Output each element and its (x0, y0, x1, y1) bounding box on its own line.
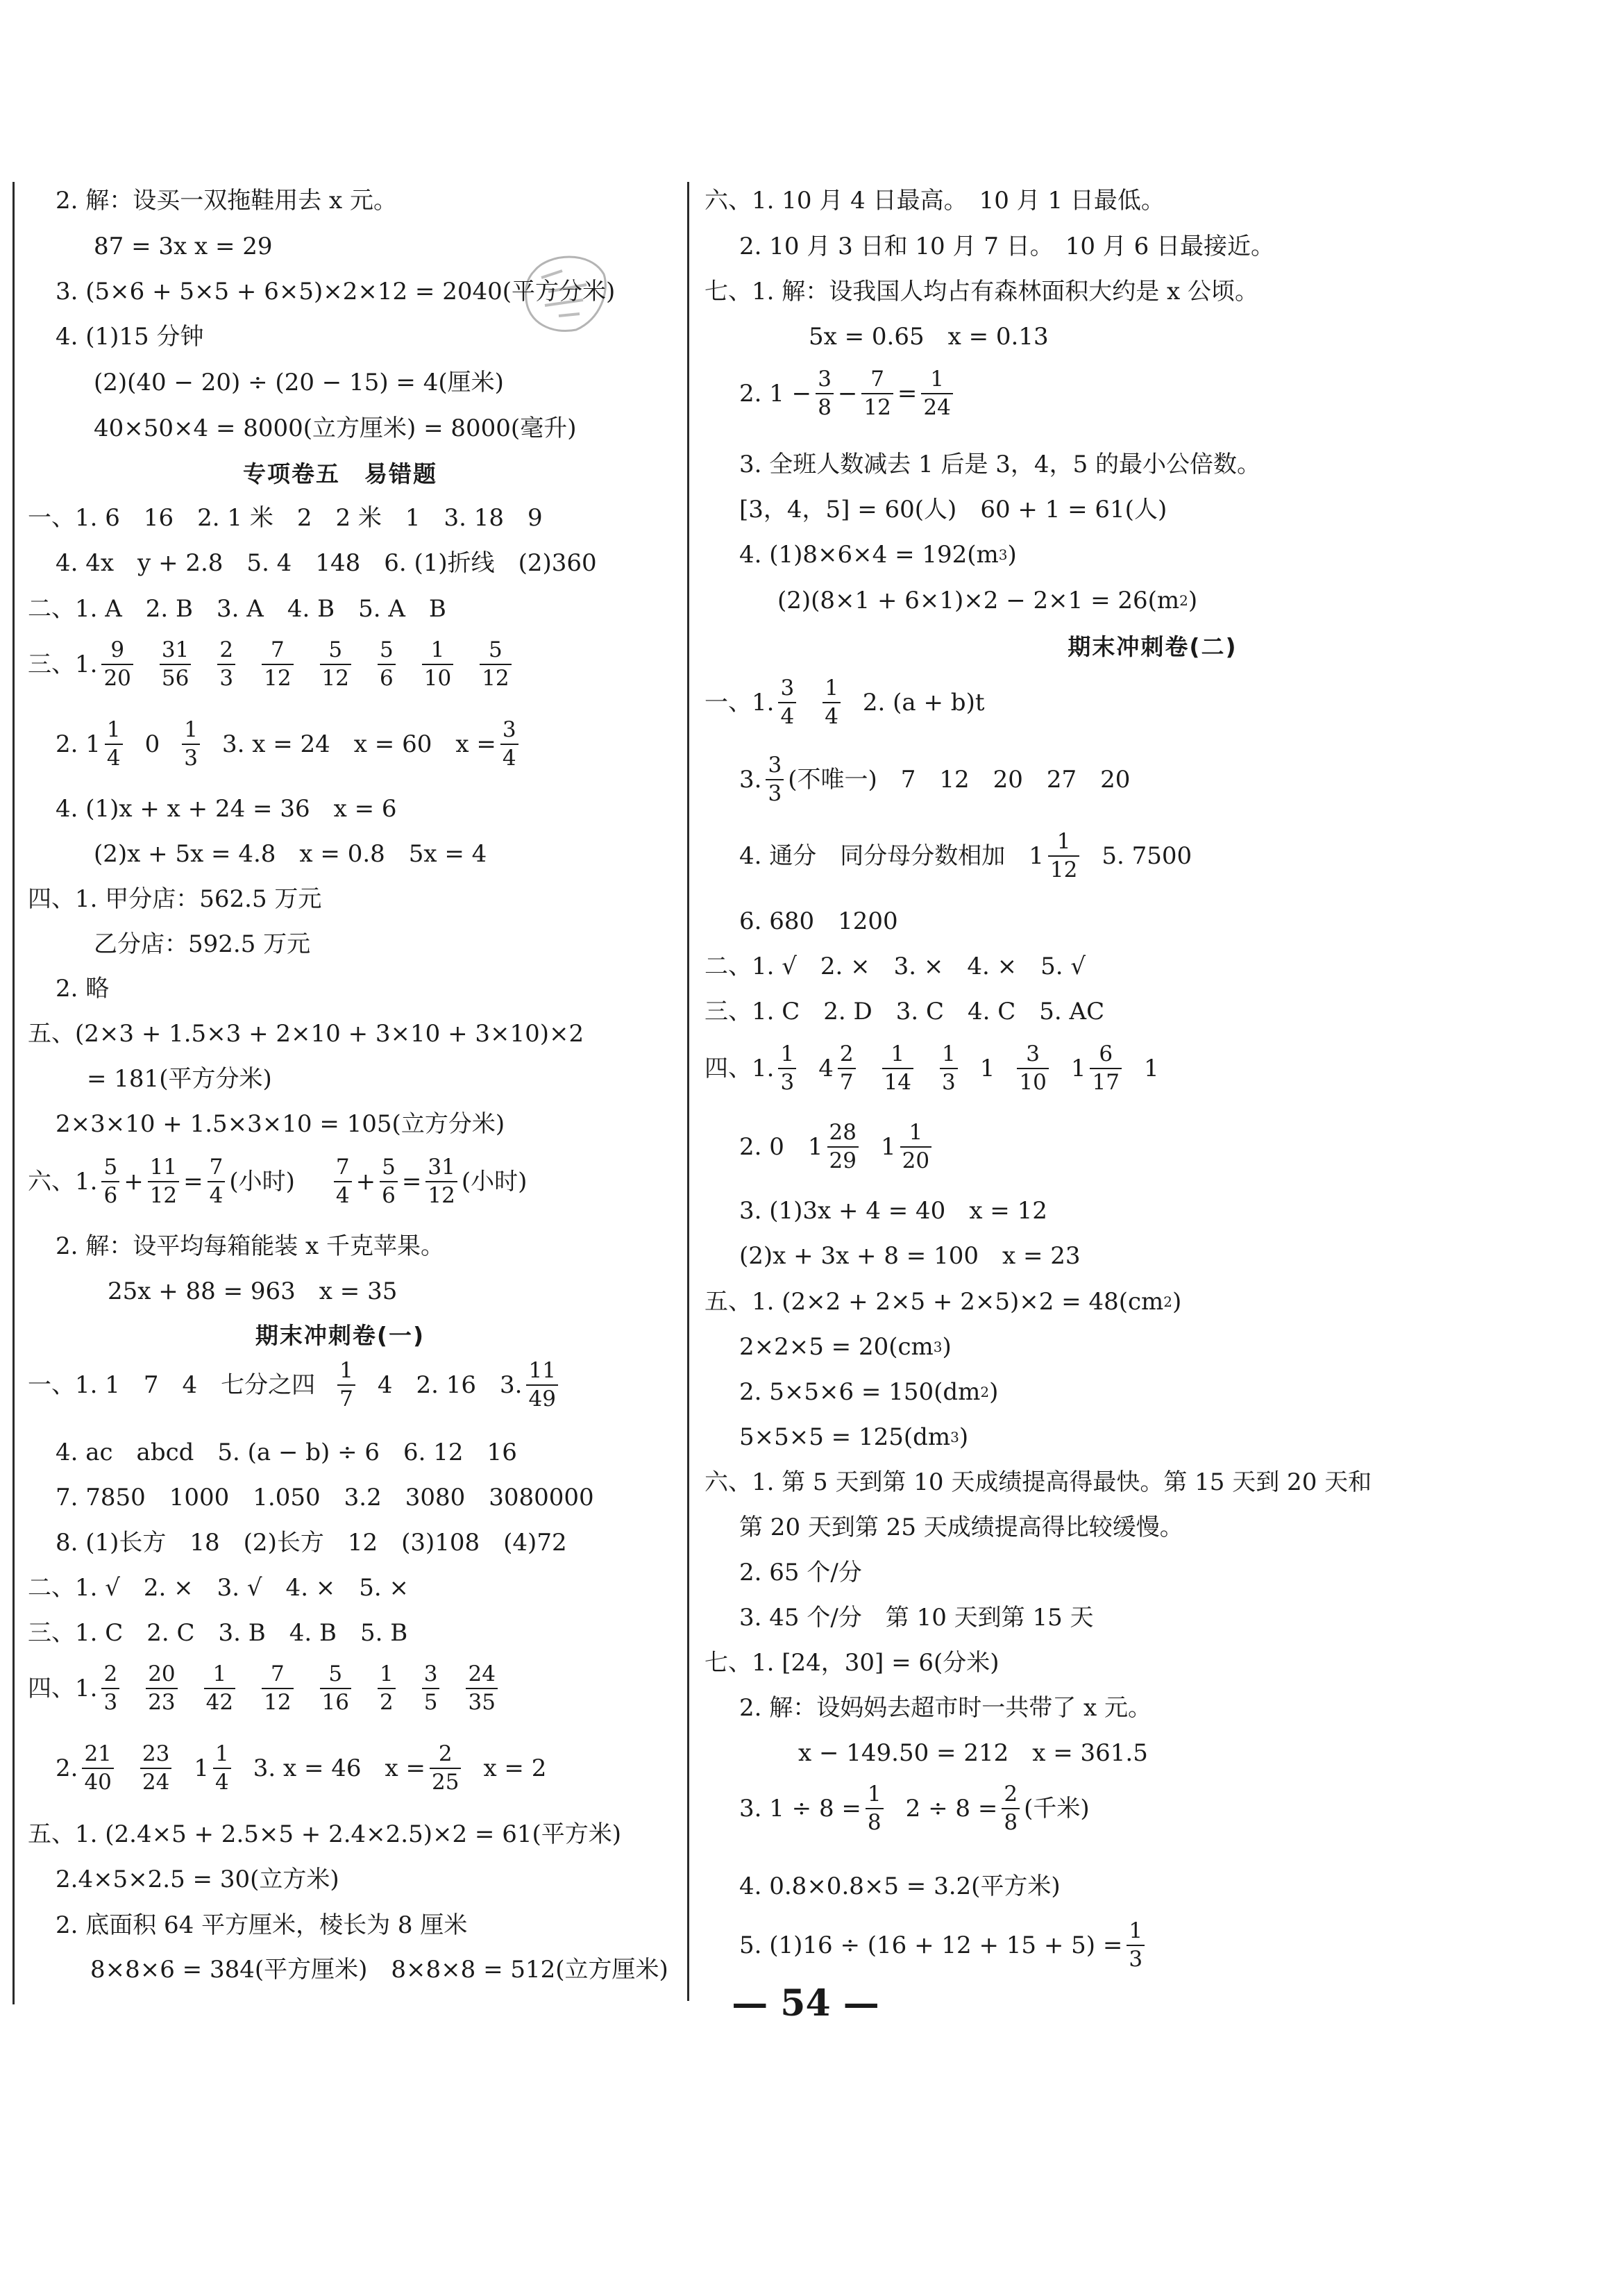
answer-line: 4. (1)15 分钟 (56, 323, 204, 351)
answer-line: 4. (1)8×6×4 = 192(m 3 ) (739, 541, 1017, 569)
section-heading: 期末冲刺卷(一) (255, 1322, 425, 1349)
section-heading: 专项卷五 易错题 (243, 460, 437, 487)
fraction-answer-line: 一、1. $\frac{3}{4}$ $\frac{1}{4}$ 2. (a + b)t (705, 676, 985, 729)
answer-line: 6. 680 1200 (739, 907, 898, 935)
answer-line: 25x + 88 = 963 x = 35 (108, 1277, 398, 1305)
answer-line: 2×2×5 = 20(cm 3 ) (739, 1333, 952, 1361)
answer-line: 4. ac abcd 5. (a − b) ÷ 6 6. 12 16 (56, 1439, 517, 1466)
answer-line: 2. 解：设买一双拖鞋用去 x 元。 (56, 187, 398, 215)
answer-line: (2)(8×1 + 6×1)×2 − 2×1 = 26(m 2 ) (777, 587, 1198, 614)
answer-line: 六、1. 第 5 天到第 10 天成绩提高得最快。第 15 天到 20 天和 (705, 1468, 1372, 1496)
answer-line: (2)x + 5x = 4.8 x = 0.8 5x = 4 (94, 840, 487, 868)
column-divider (687, 182, 689, 2001)
answer-line: x − 149.50 = 212 x = 361.5 (798, 1739, 1148, 1767)
answer-line: 2.4×5×2.5 = 30(立方米) (56, 1866, 339, 1893)
answer-line: 3. (1)3x + 4 = 40 x = 12 (739, 1197, 1047, 1225)
fraction-answer-line: 一、1. 1 7 4 七分之四 $\frac{1}{7}$ 4 2. 16 3. $\frac{11}{49}$ (28, 1359, 562, 1410)
answer-line: = 181(平方分米) (87, 1065, 272, 1093)
fraction-answer-line: 2. 0 1 $\frac{28}{29}$ 1 $\frac{1}{20}$ (739, 1121, 936, 1172)
fraction-answer-line: 六、1. $\frac{5}{6}$ + $\frac{11}{12}$ = $\frac{7}{4}$ (小时) $\frac{7}{4}$ + $\frac{5}{6}$ = $\frac{31}{12}$ (小时) (28, 1155, 528, 1208)
answer-line: 五、(2×3 + 1.5×3 + 2×10 + 3×10 + 3×10)×2 (28, 1020, 584, 1048)
answer-line: 六、1. 10 月 4 日最高。 10 月 1 日最低。 (705, 187, 1165, 215)
answer-line: 87 = 3x x = 29 (94, 233, 273, 260)
answer-line: 8. (1)长方 18 (2)长方 12 (3)108 (4)72 (56, 1529, 567, 1557)
fraction-answer-line: 5. (1)16 ÷ (16 + 12 + 15 + 5) = $\frac{1}{3}$ (739, 1920, 1149, 1970)
answer-line: 4. 0.8×0.8×5 = 3.2(平方米) (739, 1872, 1061, 1900)
answer-line: 三、1. C 2. C 3. B 4. B 5. B (28, 1619, 408, 1647)
section-heading: 期末冲刺卷(二) (1068, 633, 1238, 660)
answer-line: 三、1. C 2. D 3. C 4. C 5. AC (705, 998, 1105, 1025)
page-number: — 54 — (732, 1982, 879, 2025)
answer-line: 2. 底面积 64 平方厘米，棱长为 8 厘米 (56, 1911, 468, 1939)
answer-line: 3. (5×6 + 5×5 + 6×5)×2×12 = 2040(平方分米) (56, 278, 616, 305)
answer-line: 7. 7850 1000 1.050 3.2 3080 3080000 (56, 1484, 594, 1511)
answer-line: 8×8×6 = 384(平方厘米) 8×8×8 = 512(立方厘米) (90, 1956, 668, 1984)
fraction-answer-line: 2. $\frac{21}{40}$ $\frac{23}{24}$ 1 $\frac{1}{4}$ 3. x = 46 x = $\frac{2}{25}$ x = 2 (56, 1741, 547, 1795)
left-column (0, 0, 680, 2000)
answer-line: 3. 45 个/分 第 10 天到第 15 天 (739, 1604, 1094, 1632)
fraction-answer-line: 四、1. $\frac{1}{3}$ 4 $\frac{2}{7}$ $\frac{1}{14}$ $\frac{1}{3}$ 1 $\frac{3}{10}$ 1 $\frac{6}{17}$ 1 (705, 1041, 1159, 1095)
answer-line: 2. 解：设妈妈去超市时一共带了 x 元。 (739, 1694, 1152, 1722)
answer-line: 四、1. 甲分店：562.5 万元 (28, 885, 322, 913)
answer-line: 4. (1)x + x + 24 = 36 x = 6 (56, 795, 397, 823)
answer-line: 二、1. √ 2. × 3. × 4. × 5. √ (705, 953, 1086, 980)
answer-line: 二、1. √ 2. × 3. √ 4. × 5. × (28, 1574, 410, 1602)
fraction-answer-line: 四、1. $\frac{2}{3}$ $\frac{20}{23}$ $\frac{1}{42}$ $\frac{7}{12}$ $\frac{5}{16}$ $\frac{1}{2}$ $\frac{3}{5}$ $\frac{24}{35}$ (28, 1663, 502, 1713)
fraction-answer-line: 4. 通分 同分母分数相加 1 $\frac{1}{12}$ 5. 7500 (739, 829, 1192, 882)
fraction-answer-line: 3. $\frac{3}{3}$ (不唯一) 7 12 20 27 20 (739, 753, 1131, 806)
fraction-answer-line: 3. 1 ÷ 8 = $\frac{1}{8}$ 2 ÷ 8 = $\frac{2}{8}$ (千米) (739, 1782, 1090, 1835)
answer-line: (2)x + 3x + 8 = 100 x = 23 (739, 1242, 1081, 1270)
answer-line: 七、1. [24，30] = 6(分米) (705, 1649, 1000, 1677)
answer-line: 4. 4x y + 2.8 5. 4 148 6. (1)折线 (2)360 (56, 549, 597, 577)
answer-line: [3，4，5] = 60(人) 60 + 1 = 61(人) (739, 496, 1167, 523)
answer-line: 七、1. 解：设我国人均占有森林面积大约是 x 公顷。 (705, 278, 1259, 305)
answer-line: 2. 65 个/分 (739, 1559, 862, 1586)
right-column (694, 0, 1611, 2000)
answer-line: 2. 5×5×6 = 150(dm 2 ) (739, 1378, 999, 1406)
answer-line: 40×50×4 = 8000(立方厘米) = 8000(毫升) (94, 414, 577, 442)
answer-line: (2)(40 − 20) ÷ (20 − 15) = 4(厘米) (94, 369, 504, 396)
answer-line: 2×3×10 + 1.5×3×10 = 105(立方分米) (56, 1110, 505, 1138)
answer-line: 2. 10 月 3 日和 10 月 7 日。 10 月 6 日最接近。 (739, 233, 1275, 260)
answer-line: 5x = 0.65 x = 0.13 (809, 323, 1049, 351)
answer-line: 一、1. 6 16 2. 1 米 2 2 米 1 3. 18 9 (28, 504, 543, 532)
answer-line: 五、1. (2.4×5 + 2.5×5 + 2.4×2.5)×2 = 61(平方米) (28, 1820, 622, 1848)
answer-line: 5×5×5 = 125(dm 3 ) (739, 1423, 969, 1451)
answer-line: 乙分店：592.5 万元 (94, 930, 311, 958)
answer-line: 五、1. (2×2 + 2×5 + 2×5)×2 = 48(cm 2 ) (705, 1288, 1182, 1316)
answer-line: 第 20 天到第 25 天成绩提高得比较缓慢。 (739, 1514, 1183, 1541)
answer-line: 二、1. A 2. B 3. A 4. B 5. A B (28, 595, 446, 623)
fraction-answer-line: 2. 1 − $\frac{3}{8}$ − $\frac{7}{12}$ = $\frac{1}{24}$ (739, 368, 957, 419)
answer-line: 3. 全班人数减去 1 后是 3，4，5 的最小公倍数。 (739, 451, 1261, 478)
fraction-answer-line: 三、1. $\frac{9}{20}$ $\frac{31}{56}$ $\frac{2}{3}$ $\frac{7}{12}$ $\frac{5}{12}$ $\frac{5}{6}$ $\frac{1}{10}$ $\frac{5}{12}$ (28, 639, 516, 689)
fraction-answer-line: 2. 1 $\frac{1}{4}$ 0 $\frac{1}{3}$ 3. x = 24 x = 60 x = $\frac{3}{4}$ (56, 719, 523, 769)
answer-line: 2. 解：设平均每箱能装 x 千克苹果。 (56, 1232, 445, 1260)
answer-line: 2. 略 (56, 975, 110, 1003)
